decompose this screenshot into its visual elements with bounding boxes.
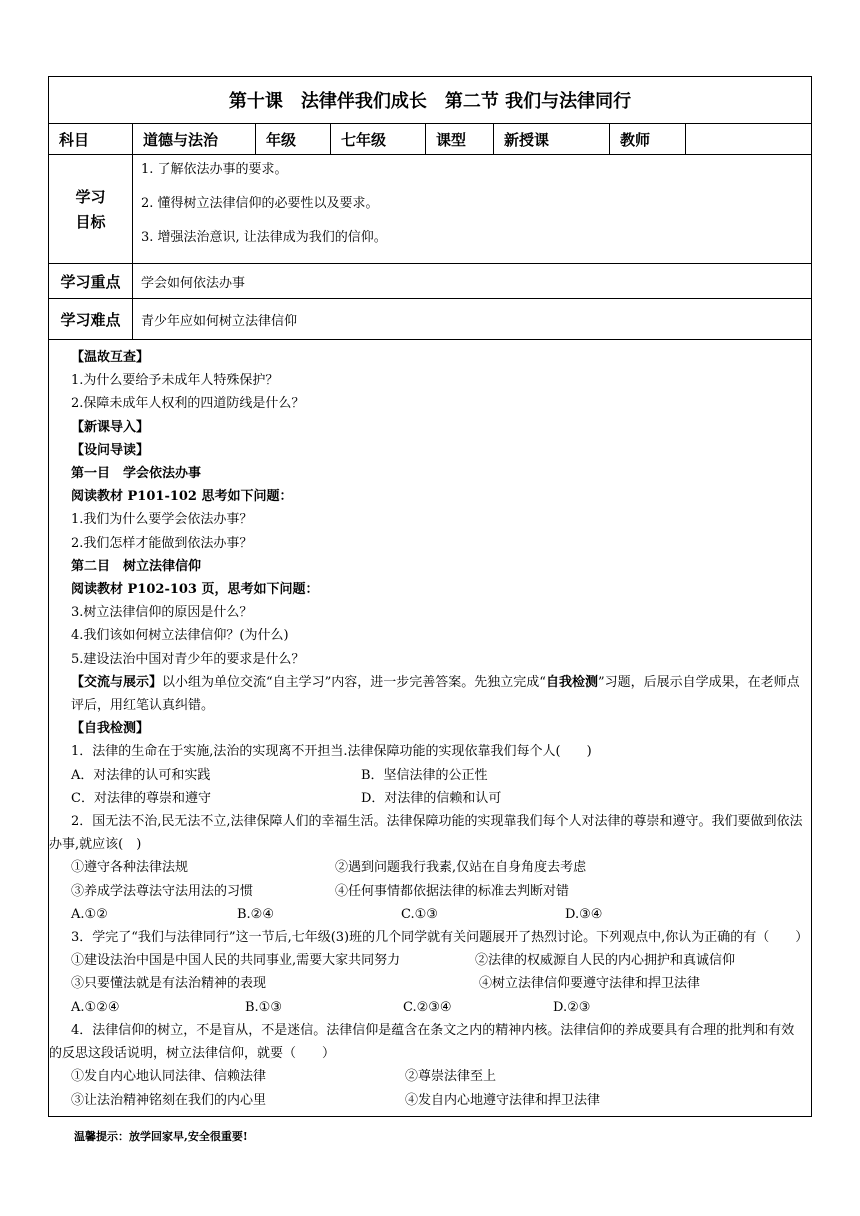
exchange-bold: 自我检测 xyxy=(545,674,598,690)
question-3-stem: 3．学完了“我们与法律同行”这一节后,七年级(3)班的几个同学就有关问题展开了热烈讨论。下列观点中,你认为正确的有（ ） xyxy=(71,930,809,946)
section2-reading: 阅读教材 P102-103 页，思考如下问题： xyxy=(71,582,319,598)
option: ③让法治精神铭刻在我们的内心里 xyxy=(71,1092,267,1108)
type-value: 新授课 xyxy=(494,124,610,155)
goals-label-line1: 学习 xyxy=(75,188,106,206)
footer-tip: 温馨提示：放学回家早,安全很重要! xyxy=(74,1130,248,1143)
section2-question: 3.树立法律信仰的原因是什么？ xyxy=(71,605,253,621)
goal-item: 3. 增强法治意识, 让法律成为我们的信仰。 xyxy=(141,230,387,245)
question-4-options xyxy=(71,1065,803,1088)
lesson-table xyxy=(48,76,812,1117)
option: ②法律的权威源自人民的内心拥护和真诚信仰 xyxy=(475,953,736,969)
answer: D.③④ xyxy=(565,906,603,922)
question-1-options xyxy=(71,764,803,787)
review-question: 2.保障未成年人权利的四道防线是什么？ xyxy=(71,396,305,412)
option: ④任何事情都依据法律的标准去判断对错 xyxy=(335,883,570,899)
grade-value: 七年级 xyxy=(331,124,426,155)
exchange-paragraph xyxy=(59,671,803,717)
teacher-label: 教师 xyxy=(610,124,686,155)
option: A．对法律的认可和实践 xyxy=(71,767,211,783)
test-title: 【自我检测】 xyxy=(71,721,150,737)
subject-label: 科目 xyxy=(49,124,133,155)
question-4-stem: 4．法律信仰的树立，不是盲从，不是迷信。法律信仰是蕴含在条文之内的精神内核。法律信仰的养成要具有合理的批判和有效的反思这段话说明，树立法律信仰，就要（ ） xyxy=(49,1022,795,1062)
exchange-text: ”习题，后展示自学成果，在老师点评后，用红笔认真纠错。 xyxy=(71,674,800,714)
option: ①发自内心地认同法律、信赖法律 xyxy=(71,1069,267,1085)
section2-question: 5.建设法治中国对青少年的要求是什么？ xyxy=(71,651,305,667)
teacher-value xyxy=(686,124,812,155)
question-3-options xyxy=(71,949,803,972)
section2-title: 第二目 树立法律信仰 xyxy=(71,558,202,574)
review-title: 【温故互查】 xyxy=(71,350,150,365)
section1-question: 2.我们怎样才能做到依法办事？ xyxy=(71,535,253,551)
section1-question: 1.我们为什么要学会依法办事？ xyxy=(71,512,253,528)
difficulty-label: 学习难点 xyxy=(49,299,133,340)
question-2-answers xyxy=(71,903,803,926)
subject-value: 道德与法治 xyxy=(133,124,256,155)
option: D．对法律的信赖和认可 xyxy=(361,790,502,806)
question-4-options xyxy=(71,1089,803,1112)
answer: B.②④ xyxy=(237,906,274,922)
section1-reading: 阅读教材 P101-102 思考如下问题： xyxy=(71,489,293,505)
question-2-options xyxy=(71,856,803,879)
option: ④树立法律信仰要遵守法律和捍卫法律 xyxy=(479,976,701,992)
option: ①建设法治中国是中国人民的共同事业,需要大家共同努力 xyxy=(71,953,401,969)
difficulty-value: 青少年应如何树立法律信仰 xyxy=(133,299,812,340)
question-1-stem: 1．法律的生命在于实施,法治的实现离不开担当.法律保障功能的实现依靠我们每个人( ) xyxy=(71,744,592,760)
question-2-stem: 2．国无法不治,民无法不立,法律保障人们的幸福生活。法律保障功能的实现靠我们每个人对法律的尊崇和遵守。我们要做到依法办事,就应该( ) xyxy=(49,814,803,853)
section2-question: 4.我们该如何树立法律信仰？(为什么) xyxy=(71,628,289,644)
review-question: 1.为什么要给予未成年人特殊保护？ xyxy=(71,373,279,389)
grade-label: 年级 xyxy=(256,124,331,155)
option: ①遵守各种法律法规 xyxy=(71,860,189,876)
goals-label-line2: 目标 xyxy=(75,213,106,231)
intro-title: 【新课导入】 xyxy=(71,419,150,435)
option: ③只要懂法就是有法治精神的表现 xyxy=(71,976,267,992)
goal-item: 1. 了解依法办事的要求。 xyxy=(141,162,288,177)
lesson-title: 第十课 法律伴我们成长 第二节 我们与法律同行 xyxy=(49,77,812,124)
goals-list xyxy=(133,155,812,264)
answer: D.②③ xyxy=(553,999,591,1015)
question-3-answers xyxy=(71,996,803,1019)
goal-item: 2. 懂得树立法律信仰的必要性以及要求。 xyxy=(141,196,379,211)
guide-title: 【设问导读】 xyxy=(71,442,150,458)
question-3-options xyxy=(71,972,803,995)
answer: A.①② xyxy=(71,906,108,922)
key-point-value: 学会如何依法办事 xyxy=(133,264,812,299)
option: C．对法律的尊崇和遵守 xyxy=(71,790,211,806)
question-2-options xyxy=(71,880,803,903)
type-label: 课型 xyxy=(426,124,494,155)
option: ④发自内心地遵守法律和捍卫法律 xyxy=(405,1092,601,1108)
section1-title: 第一目 学会依法办事 xyxy=(71,466,202,482)
option: B．坚信法律的公正性 xyxy=(361,767,488,783)
key-point-label: 学习重点 xyxy=(49,264,133,299)
answer: C.②③④ xyxy=(403,999,452,1015)
question-1-options xyxy=(71,787,803,810)
answer: C.①③ xyxy=(401,906,438,922)
answer: A.①②④ xyxy=(71,999,120,1015)
option: ③养成学法尊法守法用法的习惯 xyxy=(71,883,254,899)
worksheet xyxy=(48,76,811,1117)
option: ②尊崇法律至上 xyxy=(405,1069,497,1085)
option: ②遇到问题我行我素,仅站在自身角度去考虑 xyxy=(335,860,587,876)
answer: B.①③ xyxy=(245,999,282,1015)
goals-label xyxy=(49,155,133,264)
exchange-title: 【交流与展示】 xyxy=(71,674,163,690)
lesson-body xyxy=(49,340,812,1117)
exchange-text: 以小组为单位交流“自主学习”内容，进一步完善答案。先独立完成“ xyxy=(162,674,546,690)
